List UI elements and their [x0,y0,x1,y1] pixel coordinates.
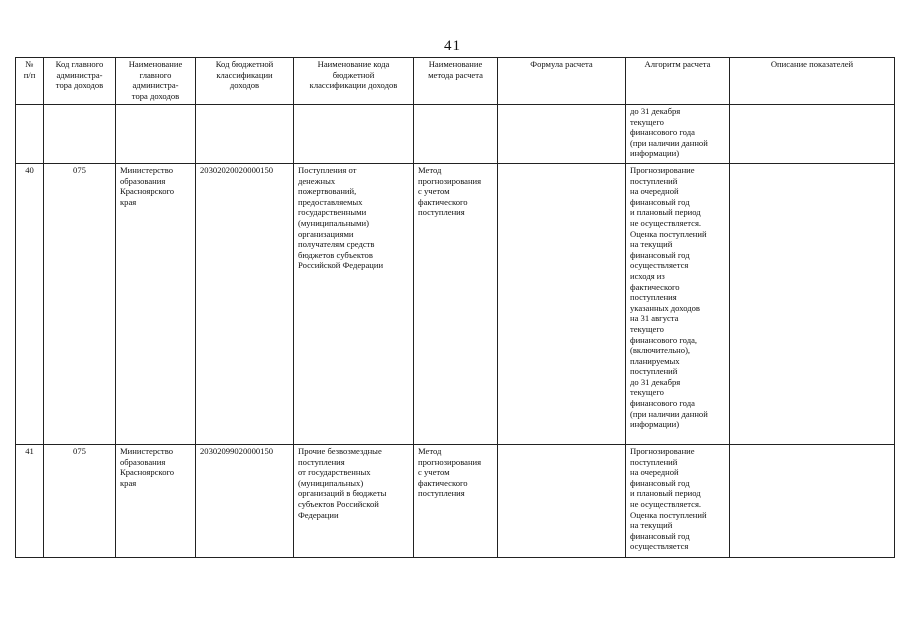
row-num: 41 [16,445,44,558]
page-number: 41 [444,38,461,54]
cell-empty [44,105,116,164]
row-method: Метод прогнозирования с учетом фактического поступления [414,164,498,445]
cell-empty [414,105,498,164]
row-formula [498,445,626,558]
header-algorithm: Алгоритм расчета [626,58,730,105]
row-admin-name: Министерство образования Красноярского края [116,164,196,445]
cell-empty [730,105,895,164]
row-budget-code: 20302099020000150 [196,445,294,558]
row-budget-code: 20302020020000150 [196,164,294,445]
row-formula [498,164,626,445]
header-method: Наименование метода расчета [414,58,498,105]
row-description [730,164,895,445]
continuation-algorithm: до 31 декабря текущего финансового года (при наличии данной информации) [626,105,730,164]
row-algorithm: Прогнозирование поступлений на очередной финансовый год и плановый период не осуществляется. Оценка поступлений на текущий финансовый год осуществляется исходя из фактического поступления указанных доходов на 31 августа текущего финансового года, (включительно), планируемых поступлений до 31 декабря текущего финансового года (при наличии данной информации) [626,164,730,445]
forecast-methods-table [15,57,895,558]
row-budget-code-name: Прочие безвозмездные поступления от государственных (муниципальных) организаций в бюджеты субъектов Российской Федерации [294,445,414,558]
cell-empty [498,105,626,164]
continuation-row [16,105,895,164]
table-row [16,164,895,445]
cell-empty [116,105,196,164]
header-budget-code: Код бюджетной классификации доходов [196,58,294,105]
header-row [16,58,895,105]
row-admin-name: Министерство образования Красноярского края [116,445,196,558]
row-description [730,445,895,558]
row-num: 40 [16,164,44,445]
row-admin-code: 075 [44,445,116,558]
cell-empty [196,105,294,164]
header-num: № п/п [16,58,44,105]
header-description: Описание показателей [730,58,895,105]
cell-empty [294,105,414,164]
table-row [16,445,895,558]
header-formula: Формула расчета [498,58,626,105]
header-admin-name: Наименование главного администра- тора доходов [116,58,196,105]
row-admin-code: 075 [44,164,116,445]
header-budget-code-name: Наименование кода бюджетной классификации доходов [294,58,414,105]
row-method: Метод прогнозирования с учетом фактического поступления [414,445,498,558]
row-budget-code-name: Поступления от денежных пожертвований, предоставляемых государственными (муниципальными) организациями получателям средств бюджетов субъектов Российской Федерации [294,164,414,445]
cell-empty [16,105,44,164]
header-admin-code: Код главного администра- тора доходов [44,58,116,105]
row-algorithm: Прогнозирование поступлений на очередной финансовый год и плановый период не осуществляется. Оценка поступлений на текущий финансовый год осуществляется [626,445,730,558]
